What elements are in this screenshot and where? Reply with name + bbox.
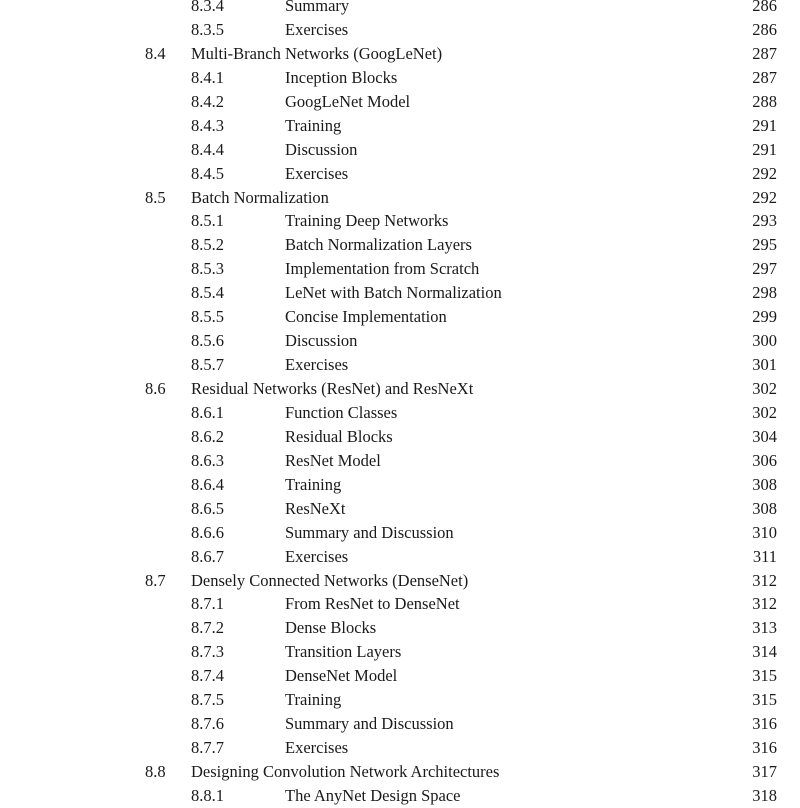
toc-entry-page-number: 292 — [752, 187, 777, 207]
toc-entry-number: 8.6.3 — [191, 450, 224, 470]
toc-subsection-entry[interactable] — [0, 401, 800, 425]
toc-subsection-entry[interactable] — [0, 209, 800, 233]
toc-subsection-entry[interactable] — [0, 688, 800, 712]
toc-entry-page-number: 315 — [752, 666, 777, 686]
toc-section-entry[interactable] — [0, 569, 800, 593]
toc-entry-title: Residual Networks (ResNet) and ResNeXt — [191, 379, 474, 398]
toc-subsection-entry[interactable] — [0, 138, 800, 162]
toc-section-entry[interactable] — [0, 760, 800, 784]
toc-entry-title: From ResNet to DenseNet — [285, 594, 460, 614]
toc-subsection-entry[interactable] — [0, 66, 800, 90]
toc-entry-number: 8.5.1 — [191, 211, 224, 231]
toc-subsection-entry[interactable] — [0, 90, 800, 114]
toc-entry-page-number: 298 — [752, 283, 777, 303]
toc-entry-number: 8.8.1 — [191, 785, 224, 805]
toc-entry-title: ResNet Model — [285, 450, 381, 470]
toc-entry-number: 8.6.1 — [191, 402, 224, 422]
toc-entry-number: 8.6.4 — [191, 474, 224, 494]
toc-subsection-entry[interactable] — [0, 0, 800, 18]
toc-entry-page-number: 291 — [752, 139, 777, 159]
toc-entry-title: DenseNet Model — [285, 666, 398, 686]
toc-entry-title: Summary and Discussion — [285, 522, 454, 542]
toc-entry-title: Exercises — [285, 19, 349, 39]
toc-entry-number: 8.7.6 — [191, 714, 224, 734]
toc-entry-page-number: 308 — [752, 474, 777, 494]
toc-entry-page-number: 308 — [752, 498, 777, 518]
toc-entry-title: Discussion — [285, 331, 358, 351]
toc-entry-number: 8.4.2 — [191, 91, 224, 111]
toc-entry-number: 8.4.3 — [191, 115, 224, 135]
toc-entry-page-number: 313 — [752, 618, 777, 638]
toc-entry-page-number: 286 — [752, 19, 777, 39]
toc-subsection-entry[interactable] — [0, 114, 800, 138]
toc-entry-title: Multi-Branch Networks (GoogLeNet) — [191, 43, 443, 63]
toc-entry-page-number: 306 — [752, 450, 777, 470]
toc-entry-number: 8.5.6 — [191, 331, 224, 351]
toc-entry-page-number: 304 — [752, 426, 777, 446]
toc-entry-page-number: 318 — [752, 785, 777, 805]
toc-subsection-entry[interactable] — [0, 18, 800, 42]
toc-entry-page-number: 295 — [752, 235, 777, 255]
toc-entry-number: 8.7.3 — [191, 642, 224, 662]
toc-subsection-entry[interactable] — [0, 712, 800, 736]
toc-entry-title: Residual Blocks — [285, 426, 393, 446]
toc-entry-page-number: 302 — [752, 379, 777, 398]
toc-entry-title: ResNeXt — [285, 498, 346, 518]
toc-subsection-entry[interactable] — [0, 305, 800, 329]
toc-section-entry[interactable] — [0, 42, 800, 66]
toc-entry-number: 8.5.7 — [191, 355, 224, 375]
toc-entry-title: Exercises — [285, 546, 349, 566]
toc-entry-page-number: 292 — [752, 163, 777, 183]
toc-entry-number: 8.4 — [145, 43, 166, 63]
toc-entry-title: Exercises — [285, 355, 349, 375]
toc-subsection-entry[interactable] — [0, 497, 800, 521]
toc-entry-number: 8.6.7 — [191, 546, 224, 566]
toc-subsection-entry[interactable] — [0, 592, 800, 616]
toc-subsection-entry[interactable] — [0, 664, 800, 688]
toc-entry-number: 8.7.7 — [191, 738, 224, 758]
toc-entry-number: 8.6.5 — [191, 498, 224, 518]
toc-entry-title: Training — [285, 115, 342, 135]
toc-subsection-entry[interactable] — [0, 233, 800, 257]
toc-entry-number: 8.5 — [145, 187, 166, 207]
toc-entry-number: 8.4.5 — [191, 163, 224, 183]
toc-entry-title: Implementation from Scratch — [285, 259, 480, 279]
toc-entry-page-number: 316 — [752, 738, 777, 758]
toc-subsection-entry[interactable] — [0, 473, 800, 497]
toc-subsection-entry[interactable] — [0, 329, 800, 353]
toc-entry-number: 8.4.4 — [191, 139, 224, 159]
toc-entry-page-number: 287 — [752, 43, 777, 63]
toc-subsection-entry[interactable] — [0, 449, 800, 473]
toc-entry-page-number: 288 — [752, 91, 777, 111]
toc-subsection-entry[interactable] — [0, 784, 800, 808]
toc-entry-title: Dense Blocks — [285, 618, 377, 638]
toc-entry-number: 8.7.2 — [191, 618, 224, 638]
toc-entry-number: 8.7.1 — [191, 594, 224, 614]
toc-entry-page-number: 315 — [752, 690, 777, 710]
toc-entry-page-number: 301 — [752, 355, 777, 375]
toc-subsection-entry[interactable] — [0, 616, 800, 640]
toc-entry-number: 8.6.2 — [191, 426, 224, 446]
toc-entry-title: Exercises — [285, 738, 349, 758]
toc-entry-title: Function Classes — [285, 402, 398, 422]
toc-entry-title: Concise Implementation — [285, 307, 447, 327]
toc-section-entry[interactable] — [0, 377, 800, 401]
toc-entry-title: LeNet with Batch Normalization — [285, 283, 502, 303]
toc-entry-title: Summary — [285, 0, 350, 15]
toc-entry-page-number: 317 — [752, 762, 777, 781]
toc-entry-title: Designing Convolution Network Architectures — [191, 762, 500, 781]
toc-entry-page-number: 314 — [752, 642, 777, 662]
toc-entry-number: 8.7.4 — [191, 666, 224, 686]
toc-entry-number: 8.4.1 — [191, 67, 224, 87]
toc-section-entry[interactable] — [0, 186, 800, 210]
toc-subsection-entry[interactable] — [0, 736, 800, 760]
toc-entry-page-number: 293 — [752, 211, 777, 231]
toc-entry-page-number: 310 — [752, 522, 777, 542]
toc-entry-number: 8.7.5 — [191, 690, 224, 710]
toc-entry-page-number: 299 — [752, 307, 777, 327]
toc-entry-page-number: 297 — [752, 259, 777, 279]
toc-entry-number: 8.8 — [145, 762, 166, 781]
toc-entry-title: GoogLeNet Model — [285, 91, 411, 111]
toc-entry-title: Training Deep Networks — [285, 211, 449, 231]
toc-subsection-entry[interactable] — [0, 162, 800, 186]
toc-entry-number: 8.7 — [145, 570, 166, 590]
toc-entry-title: Training — [285, 474, 342, 494]
toc-subsection-entry[interactable] — [0, 353, 800, 377]
toc-entry-number: 8.6.6 — [191, 522, 224, 542]
toc-entry-number: 8.5.2 — [191, 235, 224, 255]
toc-entry-title: Batch Normalization Layers — [285, 235, 472, 255]
toc-entry-number: 8.3.4 — [191, 0, 224, 15]
toc-entry-page-number: 287 — [752, 67, 777, 87]
toc-entry-title: Exercises — [285, 163, 349, 183]
toc-entry-title: Summary and Discussion — [285, 714, 454, 734]
toc-entry-title: The AnyNet Design Space — [285, 785, 461, 805]
toc-entry-number: 8.5.4 — [191, 283, 224, 303]
toc-subsection-entry[interactable] — [0, 545, 800, 569]
toc-entry-page-number: 300 — [752, 331, 777, 351]
toc-entry-title: Batch Normalization — [191, 187, 329, 207]
toc-entry-title: Densely Connected Networks (DenseNet) — [191, 570, 469, 590]
toc-entry-number: 8.5.5 — [191, 307, 224, 327]
toc-subsection-entry[interactable] — [0, 257, 800, 281]
toc-entry-page-number: 312 — [752, 594, 777, 614]
toc-entry-page-number: 311 — [752, 546, 777, 566]
toc-entry-number: 8.5.3 — [191, 259, 224, 279]
toc-subsection-entry[interactable] — [0, 425, 800, 449]
toc-entry-title: Discussion — [285, 139, 358, 159]
toc-entry-page-number: 302 — [752, 402, 777, 422]
toc-subsection-entry[interactable] — [0, 281, 800, 305]
toc-entry-page-number: 286 — [752, 0, 777, 15]
toc-entry-page-number: 312 — [752, 570, 777, 590]
toc-entry-title: Transition Layers — [285, 642, 402, 662]
toc-subsection-entry[interactable] — [0, 640, 800, 664]
toc-entry-page-number: 316 — [752, 714, 777, 734]
toc-entry-title: Inception Blocks — [285, 67, 398, 87]
toc-entry-page-number: 291 — [752, 115, 777, 135]
toc-entry-number: 8.6 — [145, 379, 166, 398]
toc-entry-title: Training — [285, 690, 342, 710]
toc-entry-number: 8.3.5 — [191, 19, 224, 39]
toc-subsection-entry[interactable] — [0, 521, 800, 545]
